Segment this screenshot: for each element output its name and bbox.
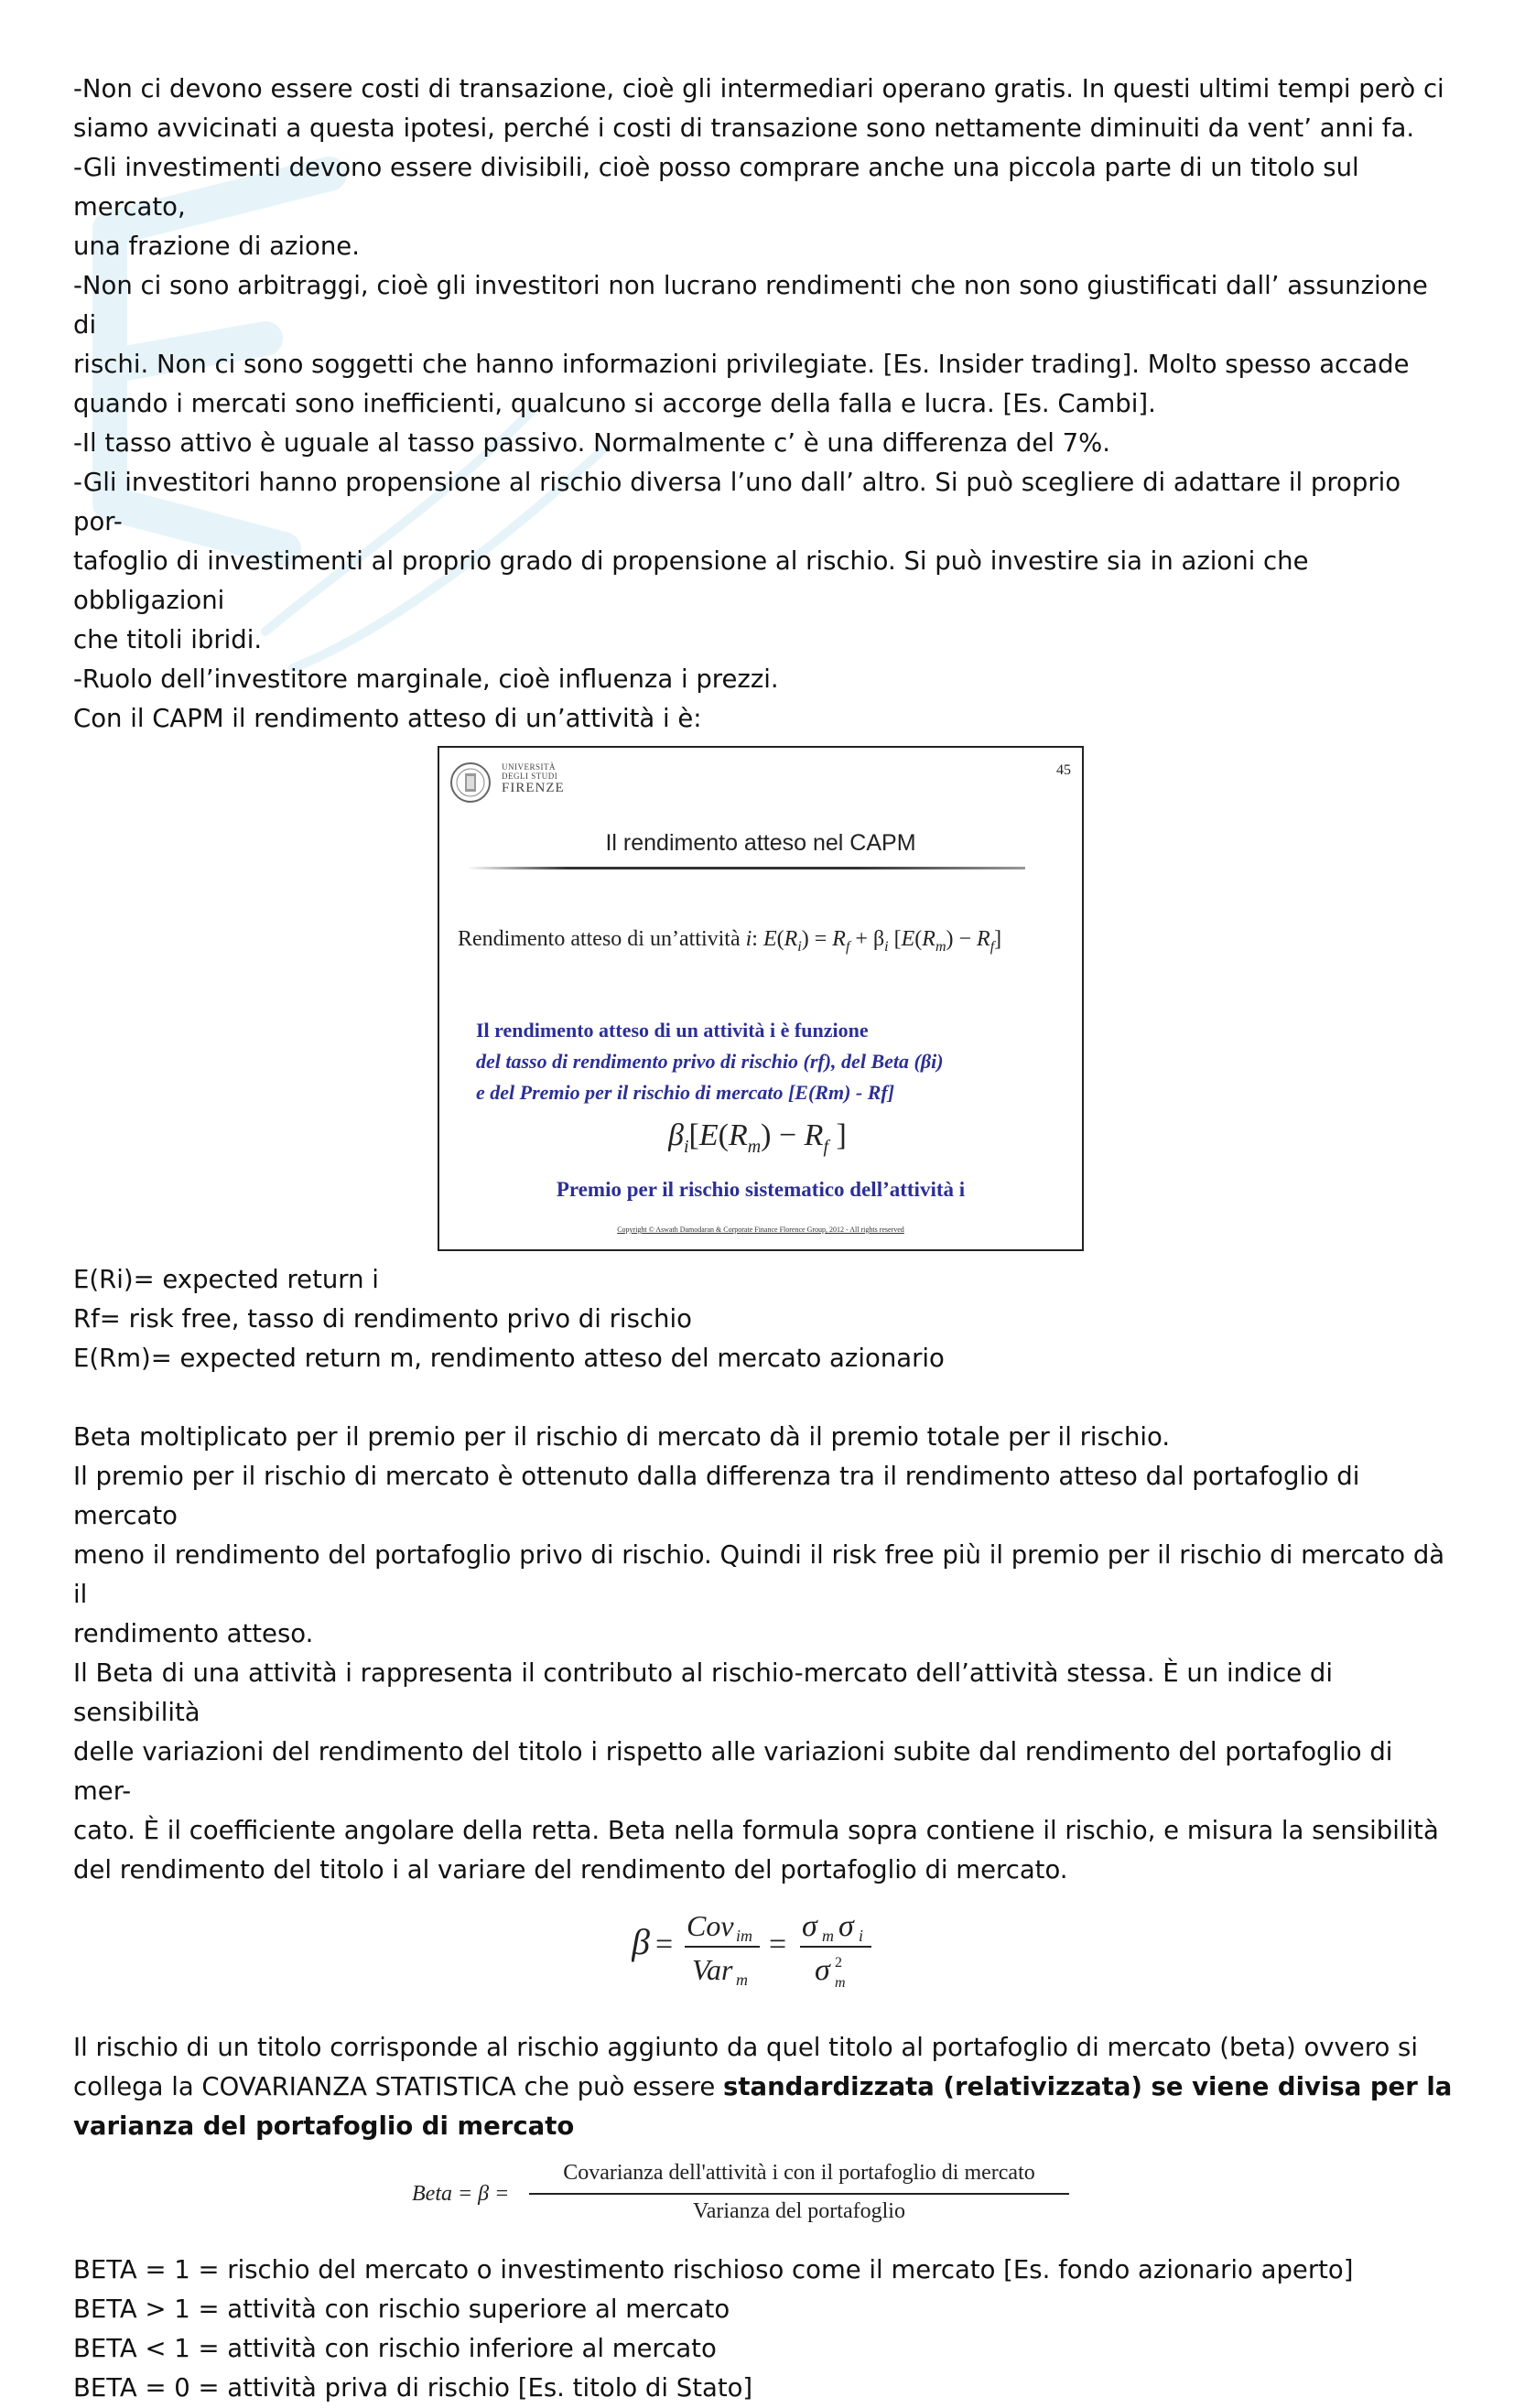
text-line [73, 2068, 1455, 2107]
definition-line: Rf= risk free, tasso di rendimento privo di rischio [73, 1304, 692, 1334]
slide-premium-caption: Premio per il rischio sistematico dell’attività i [556, 1178, 966, 1201]
definition-line: E(Rm)= expected return m, rendimento atteso del mercato azionario [73, 1344, 945, 1373]
beta-formula-numerator: Covarianza dell'attività i con il portafoglio di mercato [563, 2161, 1035, 2185]
text-line: tafoglio di investimenti al proprio grado di propensione al rischio. Si può investire sia in azioni che obbligazioni [73, 546, 1309, 615]
svg-text:2: 2 [835, 1955, 842, 1971]
intro-paragraphs [73, 70, 1455, 739]
svg-text:σ: σ [802, 1909, 817, 1943]
svg-text:m: m [822, 1927, 834, 1945]
risk-text-bold: varianza del portafoglio di mercato [73, 2111, 575, 2141]
beta-definition-formula [412, 2161, 1144, 2232]
university-line1: UNIVERSITÀ [502, 762, 556, 772]
beta-cases [73, 2251, 1455, 2408]
slide-explanation-line2: del tasso di rendimento privo di rischio (rf), del Beta (βi) [476, 1050, 944, 1073]
text-line: siamo avvicinati a questa ipotesi, perché i costi di transazione sono nettamente diminuiti da vent’ anni fa. [73, 113, 1415, 143]
beta-case: BETA > 1 = attività con rischio superiore al mercato [73, 2295, 730, 2324]
slide-title-rule [467, 867, 1025, 869]
definition-line: E(Ri)= expected return i [73, 1265, 379, 1294]
text-line: meno il rendimento del portafoglio privo di rischio. Quindi il risk free più il premio per il rischio di mercato dà il [73, 1540, 1445, 1609]
definitions [73, 1260, 1455, 1378]
capm-slide [438, 746, 1084, 1251]
text-line: -Non ci devono essere costi di transazione, cioè gli intermediari operano gratis. In questi ultimi tempi però ci [73, 74, 1444, 103]
slide-explanation-line3: e del Premio per il rischio di mercato [E(Rm) - Rf] [476, 1081, 895, 1104]
beta-formula-denominator: Varianza del portafoglio [693, 2199, 905, 2223]
capm-formula [458, 916, 1071, 958]
text-line: che titoli ibridi. [73, 625, 263, 654]
beta-case: BETA = 1 = rischio del mercato o investimento rischioso come il mercato [Es. fondo azionario aperto] [73, 2255, 1354, 2284]
risk-text-normal: collega la COVARIANZA STATISTICA che può essere [73, 2072, 723, 2101]
text-line: Il premio per il rischio di mercato è ottenuto dalla differenza tra il rendimento atteso dal portafoglio di mercato [73, 1462, 1360, 1530]
svg-text:=: = [769, 1927, 787, 1961]
text-line: una frazione di azione. [73, 232, 360, 261]
slide-page-number: 45 [1056, 762, 1071, 778]
svg-text:σ: σ [838, 1909, 854, 1943]
university-name [502, 762, 565, 796]
text-line: -Gli investitori hanno propensione al rischio diversa l’uno dall’ altro. Si può scegliere di adattare il proprio por- [73, 468, 1401, 536]
svg-text:m: m [835, 1975, 846, 1989]
text-line: Il Beta di una attività i rappresenta il contributo al rischio-mercato dell’attività stessa. È un indice di sensibilità [73, 1658, 1333, 1727]
text-line: rischi. Non ci sono soggetti che hanno informazioni privilegiate. [Es. Insider trading]. Molto spesso accade [73, 350, 1410, 379]
text-line: -Il tasso attivo è uguale al tasso passivo. Normalmente c’ è una differenza del 7%. [73, 428, 1111, 458]
text-line: rendimento atteso. [73, 1619, 314, 1648]
beta-case: BETA = 0 = attività priva di rischio [Es. titolo di Stato] [73, 2373, 753, 2403]
slide-explanation [476, 1015, 1062, 1108]
beta-formula-lhs: Beta = β = [412, 2182, 510, 2206]
text-line: Beta moltiplicato per il premio per il rischio di mercato dà il premio totale per il rischio. [73, 1422, 1171, 1452]
svg-text:Cov: Cov [687, 1909, 734, 1942]
text-line: Con il CAPM il rendimento atteso di un’attività i è: [73, 704, 702, 733]
svg-text:i: i [859, 1927, 864, 1945]
svg-text:β: β [632, 1921, 650, 1962]
beta-case: BETA < 1 = attività con rischio inferiore al mercato [73, 2334, 717, 2363]
beta-covariance-equation [632, 1901, 906, 1989]
svg-text:σ: σ [815, 1953, 830, 1987]
text-line: -Non ci sono arbitraggi, cioè gli investitori non lucrano rendimenti che non sono giustificati dall’ assunzione di [73, 271, 1428, 340]
text-line: Il rischio di un titolo corrisponde al rischio aggiunto da quel titolo al portafoglio di mercato (beta) ovvero si [73, 2033, 1418, 2062]
risk-text-bold: standardizzata (relativizzata) se viene divisa per la [723, 2072, 1453, 2101]
university-city: FIRENZE [502, 781, 565, 795]
text-line: quando i mercati sono inefficienti, qualcuno si accorge della falla e lucra. [Es. Cambi]. [73, 389, 1156, 418]
slide-copyright: Copyright © Aswath Damodaran & Corporate Finance Florence Group, 2012 - All rights reserved [617, 1226, 904, 1234]
text-line: del rendimento del titolo i al variare del rendimento del portafoglio di mercato. [73, 1855, 1068, 1884]
text-line: delle variazioni del rendimento del titolo i rispetto alle variazioni subite dal rendimento del portafoglio di mer- [73, 1737, 1393, 1806]
text-line: cato. È il coefficiente angolare della retta. Beta nella formula sopra contiene il rischio, e misura la sensibilità [73, 1816, 1439, 1845]
beta-explanation [73, 1418, 1455, 1890]
svg-text:m: m [736, 1971, 748, 1989]
text-line: -Gli investimenti devono essere divisibili, cioè posso comprare anche una piccola parte di un titolo sul mercato, [73, 153, 1359, 221]
beta-premium-formula [668, 1114, 851, 1160]
university-crest-icon [449, 761, 492, 804]
svg-text:im: im [736, 1927, 752, 1945]
risk-paragraph [73, 2028, 1455, 2146]
svg-text:Rendimento atteso di un’attivi: Rendimento atteso di un’attività i: $E(R_i) = R_f + \beta_i$ $[E(R_m) - R_f]$ [458, 927, 1002, 955]
university-logo [449, 761, 564, 804]
svg-text:=: = [655, 1927, 674, 1961]
university-line2: DEGLI STUDI [502, 772, 558, 781]
slide-title: Il rendimento atteso nel CAPM [605, 830, 916, 856]
svg-text:βi[E(Rm) − Rf ]: $\beta_i[E(R_m) - R_f$ ] [668, 1118, 847, 1157]
beta-formula-fraction-bar [529, 2193, 1069, 2195]
slide-explanation-line1: Il rendimento atteso di un attività i è funzione [476, 1019, 869, 1042]
page-content [73, 70, 1455, 2408]
svg-text:Var: Var [692, 1953, 733, 1986]
text-line: -Ruolo dell’investitore marginale, cioè influenza i prezzi. [73, 664, 779, 694]
